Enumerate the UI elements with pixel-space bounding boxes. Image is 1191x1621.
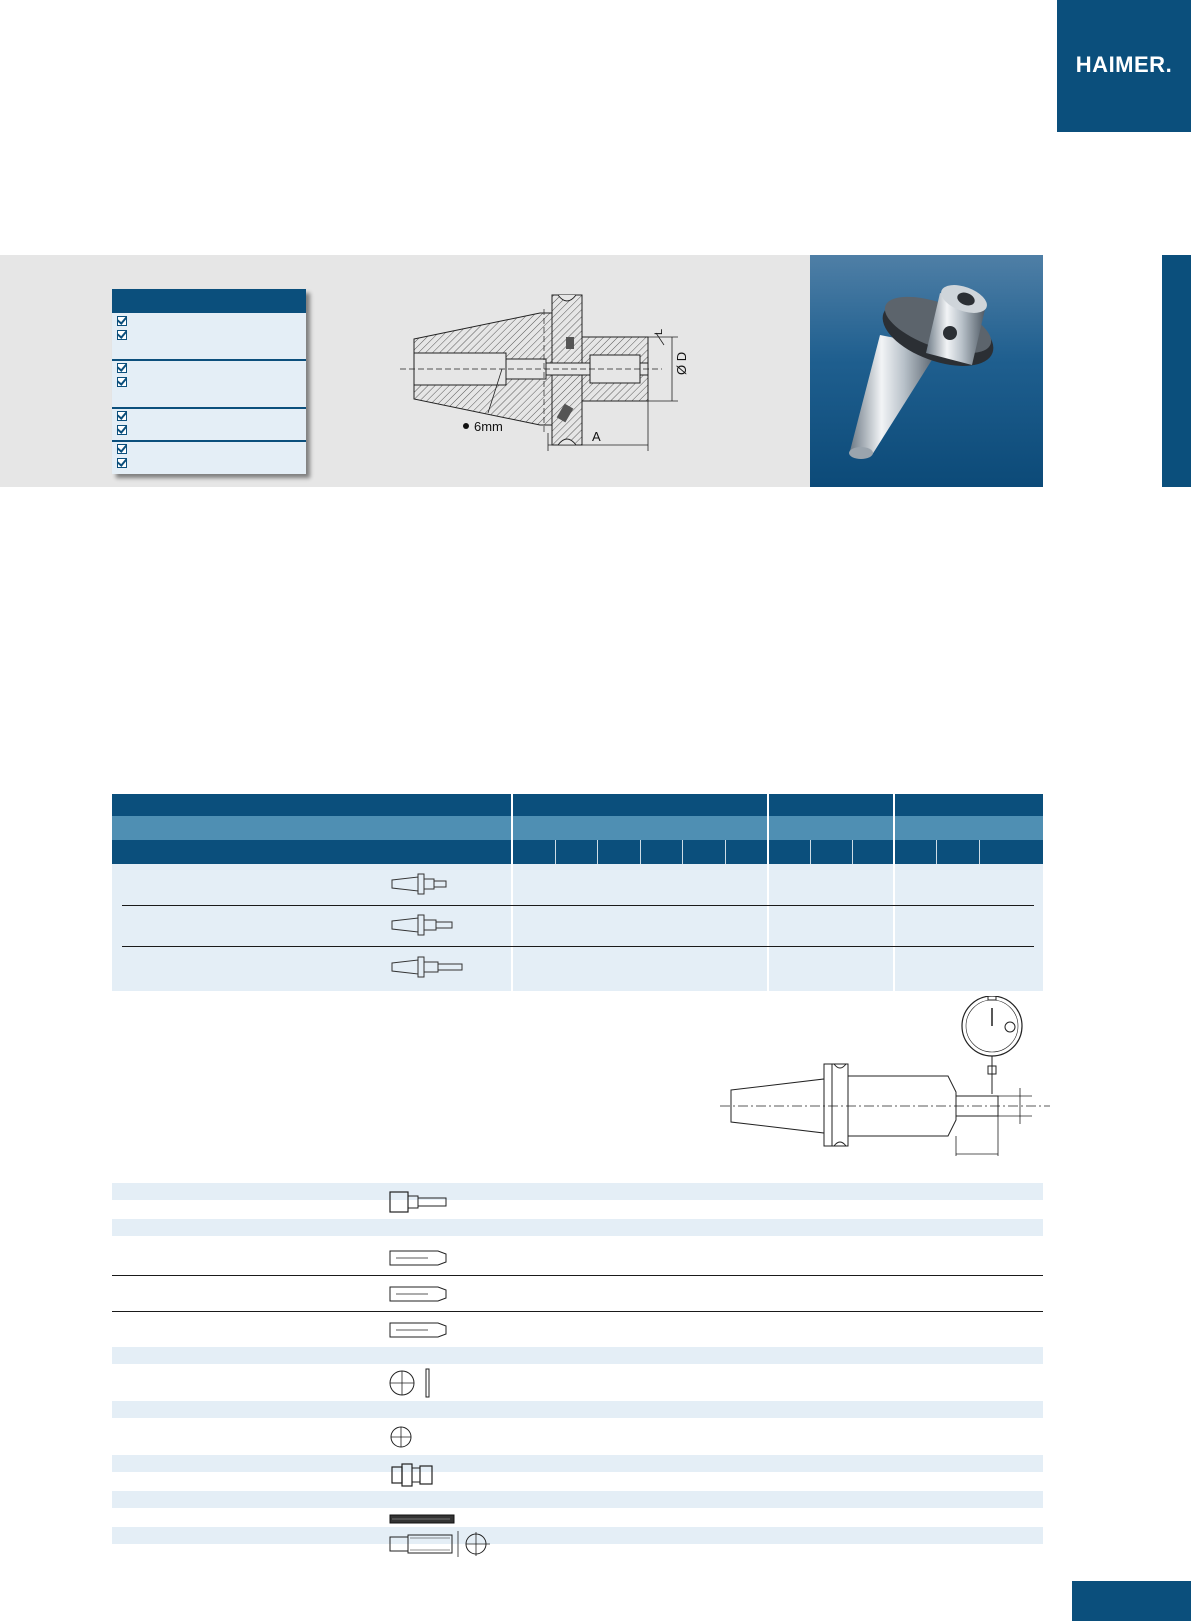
subcolumn-separator xyxy=(936,840,937,864)
column-separator xyxy=(511,794,513,864)
table-row-divider xyxy=(122,946,1034,947)
chapter-side-tab xyxy=(1162,255,1191,487)
tool-holder-image xyxy=(810,255,1043,487)
checkbox-icon xyxy=(117,363,127,373)
size-label: 6mm xyxy=(474,419,503,434)
accessory-row xyxy=(112,1491,1043,1508)
accessory-row xyxy=(112,1455,1043,1472)
checkbox-icon xyxy=(117,316,127,326)
subcolumn-separator xyxy=(810,840,811,864)
column-separator xyxy=(893,794,895,864)
accessory-row xyxy=(112,1183,1043,1200)
checkbox-icon xyxy=(117,444,127,454)
seal-ring-icon xyxy=(388,1424,418,1450)
subcolumn-separator xyxy=(555,840,556,864)
table-header-row-1 xyxy=(112,794,1043,816)
collet-icon xyxy=(388,1320,450,1340)
column-separator xyxy=(767,794,769,864)
accessory-divider xyxy=(112,1311,1043,1312)
checkbox-icon xyxy=(117,330,127,340)
checkbox-icon xyxy=(117,425,127,435)
adjustment-screw-icon xyxy=(388,1529,498,1559)
dimension-d-label: Ø D xyxy=(674,351,689,375)
checkbox-icon xyxy=(117,377,127,387)
brand-logo xyxy=(1057,0,1191,132)
sealing-disc-icon xyxy=(388,1367,438,1399)
checkbox-icon xyxy=(117,458,127,468)
feature-group xyxy=(112,359,306,407)
subcolumn-separator xyxy=(725,840,726,864)
runout-measurement-drawing xyxy=(720,996,1050,1166)
column-separator xyxy=(511,864,513,991)
brand-name: HAIMER. xyxy=(1075,52,1173,77)
accessory-divider xyxy=(112,1275,1043,1276)
subcolumn-separator xyxy=(640,840,641,864)
collet-icon xyxy=(388,1284,450,1304)
feature-group xyxy=(112,440,306,474)
column-separator xyxy=(767,864,769,991)
table-body xyxy=(112,864,1043,991)
dimension-a-label: A xyxy=(592,429,601,444)
subcolumn-separator xyxy=(979,840,980,864)
page-number-tab xyxy=(1072,1581,1191,1621)
accessory-row xyxy=(112,1527,1043,1544)
tool-holder-icon xyxy=(390,956,466,978)
subcolumn-separator xyxy=(597,840,598,864)
collet-chuck-icon xyxy=(388,1189,450,1215)
collet-icon xyxy=(388,1248,450,1268)
dimension-l-label: L xyxy=(653,328,665,335)
table-row-divider xyxy=(122,905,1034,906)
feature-box xyxy=(112,289,306,474)
table-header-row-3 xyxy=(112,840,1043,864)
pull-stud-icon xyxy=(388,1462,450,1488)
accessory-row xyxy=(112,1347,1043,1364)
accessory-row xyxy=(112,1401,1043,1418)
checkbox-icon xyxy=(117,411,127,421)
subcolumn-separator xyxy=(852,840,853,864)
tool-holder-section-drawing xyxy=(400,293,720,469)
subcolumn-separator xyxy=(682,840,683,864)
accessory-row xyxy=(112,1219,1043,1236)
feature-group xyxy=(112,407,306,441)
tool-holder-icon xyxy=(390,873,466,895)
feature-box-header xyxy=(112,289,306,313)
column-separator xyxy=(893,864,895,991)
product-photo xyxy=(810,255,1043,487)
tool-holder-icon xyxy=(390,914,466,936)
table-header-row-2 xyxy=(112,816,1043,840)
extension-rod-icon xyxy=(388,1512,458,1526)
